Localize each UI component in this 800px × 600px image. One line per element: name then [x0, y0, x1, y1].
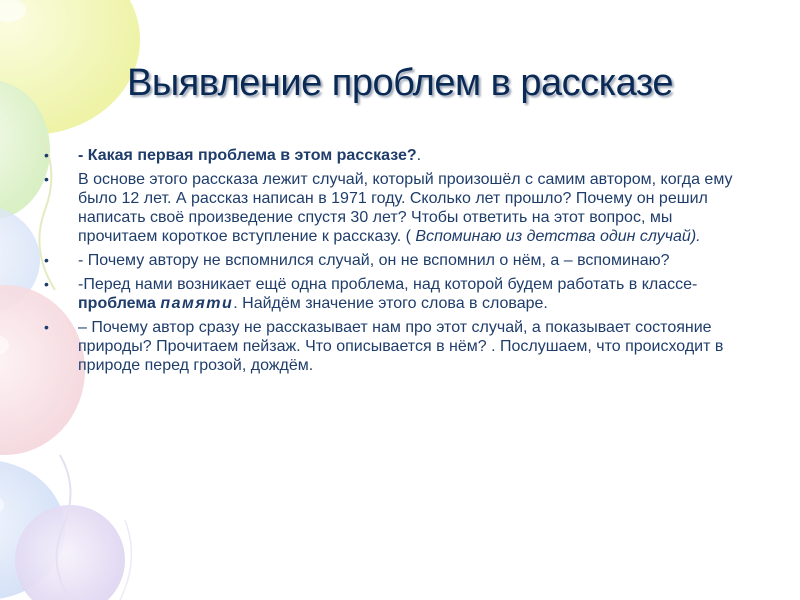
slide-title: Выявление проблем в рассказе [127, 62, 673, 104]
bullet-item [44, 170, 744, 246]
bullet-list [44, 146, 744, 380]
bullet-dot-icon: • [44, 147, 49, 163]
bullet-text: памяти [160, 295, 234, 312]
bullet-dot-icon: • [44, 276, 49, 292]
bullet-item [44, 146, 744, 165]
bullet-text: -Перед нами возникает ещё одна проблема, над которой будем работать в классе- [78, 276, 698, 293]
bullet-text: - Какая первая проблема в этом рассказе? [78, 147, 417, 164]
bullet-text: – Почему автор сразу не рассказывает нам про этот случай, а показывает состояние природы? Прочитаем пейзаж. Что описывается в нём? . Послушаем, что происходит в природе перед грозой, дождём. [78, 319, 724, 374]
bullet-item [44, 251, 744, 270]
bullet-item [44, 275, 744, 313]
bullet-dot-icon: • [44, 171, 49, 187]
bullet-text: . Найдём значение этого слова в словаре. [233, 295, 548, 312]
bullet-dot-icon: • [44, 319, 49, 335]
bullet-text: Вспоминаю из детства один случай). [415, 228, 701, 245]
bullet-dot-icon: • [44, 252, 49, 268]
bullet-text: В основе этого рассказа лежит случай, который произошёл с самим автором, когда ему было 12 лет. А рассказ написан в 1971 году. Сколько лет прошло? Почему он решил написать своё произведение спустя 30 лет? Чтобы ответить на этот вопрос, мы прочитаем короткое вступление к рассказу. ( [78, 171, 733, 245]
bullet-item [44, 318, 744, 375]
bullet-text: - Почему автору не вспомнился случай, он не вспомнил о нём, а – вспоминаю? [78, 252, 670, 269]
bullet-text: проблема [78, 295, 161, 312]
bullet-text: . [416, 147, 422, 164]
